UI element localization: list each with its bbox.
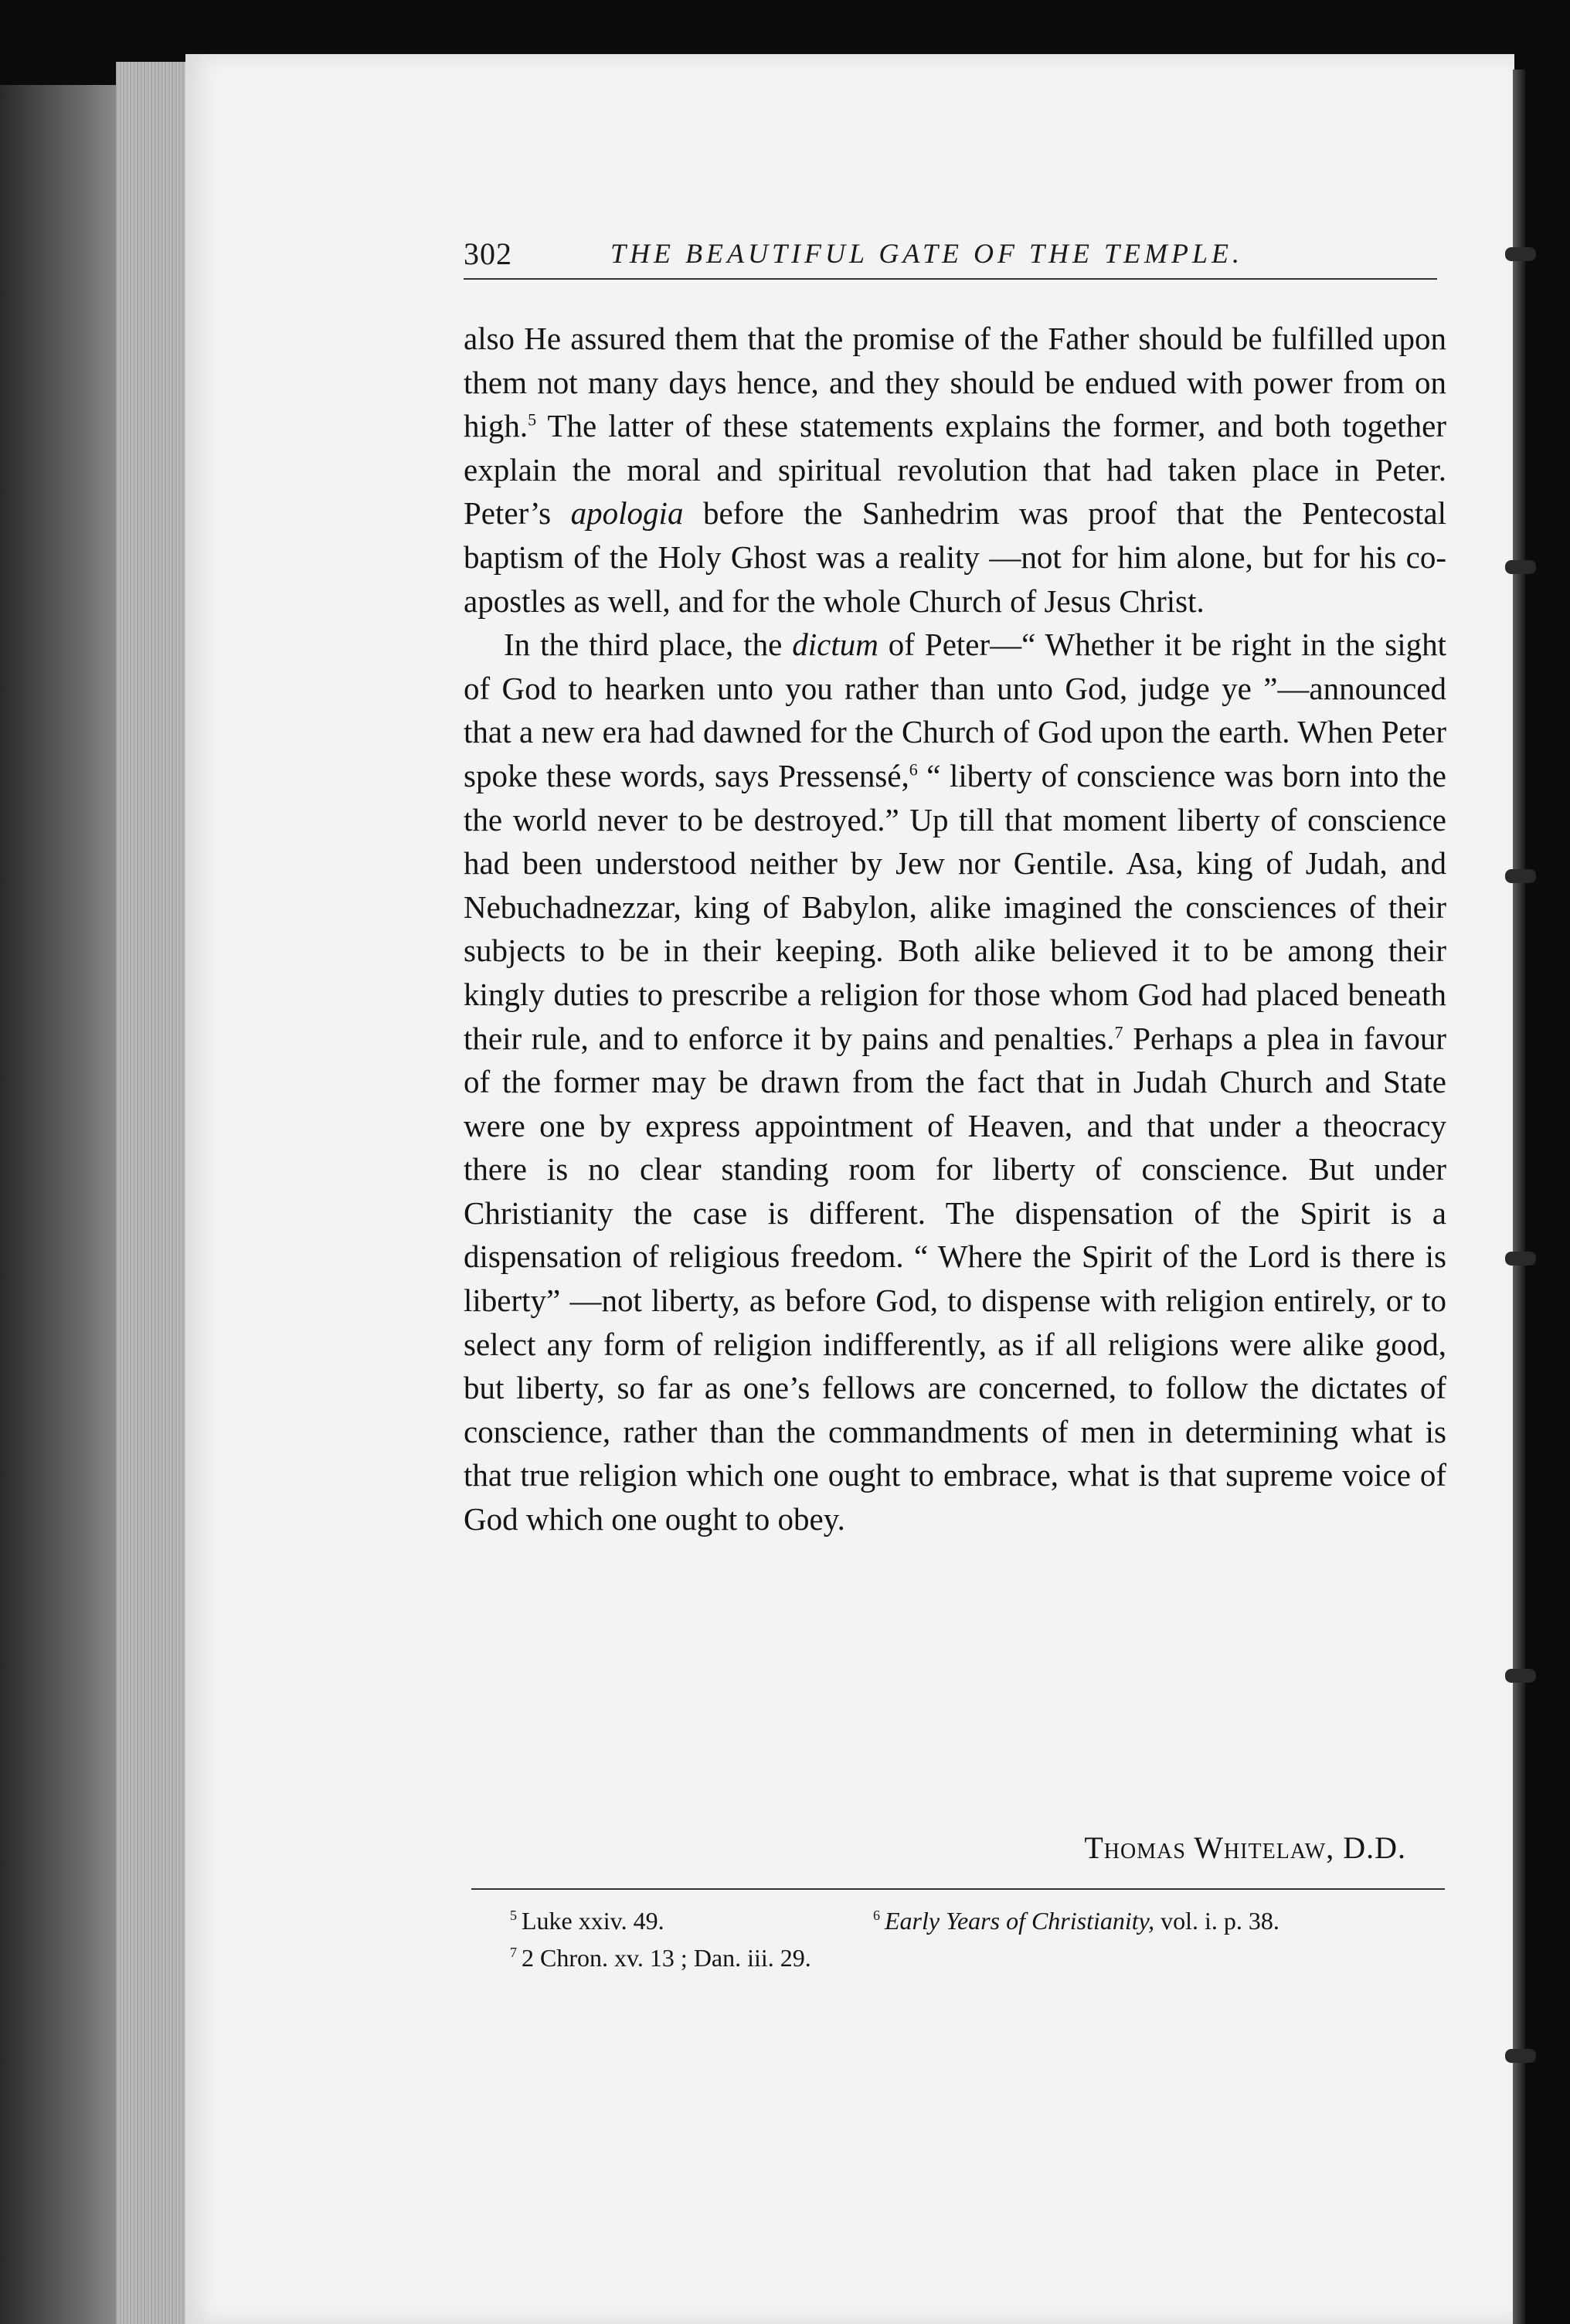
text-run: before the Sanhedrim was proof that the Pentecostal baptism of the Holy Ghost was a reality —not for him alone, but for his co-apostles as well, and for the whole Church of Jesus Christ. xyxy=(464,495,1446,619)
footnote-mark: 7 xyxy=(510,1945,517,1961)
page-stack-edges xyxy=(116,62,189,2324)
binder-ring xyxy=(1505,247,1536,261)
author-signature: Thomas Whitelaw, D.D. xyxy=(1084,1830,1406,1865)
footnote-mark: 6 xyxy=(873,1908,880,1924)
footnotes xyxy=(510,1902,1437,1976)
header-rule xyxy=(464,278,1437,280)
binder-ring xyxy=(1505,1669,1536,1683)
binder-ring xyxy=(1505,2049,1536,2063)
binder-ring xyxy=(1505,869,1536,883)
paragraph-2 xyxy=(464,623,1446,1541)
text-run: of Peter—“ Whether it be right in the sight of God to hearken unto you rather than unto God, judge ye ”—announced that a new era had dawned for the Church of God upon the earth. When Peter spoke these words, says Pressensé, xyxy=(464,627,1446,793)
footnote-ref-7: 7 xyxy=(1114,1021,1123,1041)
text-run: In the third place, the xyxy=(504,627,793,663)
italic-term-apologia: apologia xyxy=(570,495,684,532)
footnote-text: Luke xxiv. 49. xyxy=(522,1907,664,1935)
footnote-title: Early Years of Christianity, xyxy=(885,1907,1155,1935)
footnote-7 xyxy=(510,1939,811,1976)
text-run: “ liberty of conscience was born into the the world never to be destroyed.” Up till that moment liberty of conscience had been understood neither by Jew nor Gentile. Asa, king of Judah, and Nebuchadnezzar, king of Babylon, alike imagined the consciences of their subjects to be in their keeping. Both alike believed it to be among their kingly duties to prescribe a religion for those whom God had placed beneath their rule, and to enforce it by pains and penalties. xyxy=(464,757,1447,1056)
footnote-6 xyxy=(873,1902,1279,1939)
footnote-5 xyxy=(510,1902,664,1939)
body-text xyxy=(464,317,1446,1541)
page-number: 302 xyxy=(464,236,512,271)
italic-term-dictum: dictum xyxy=(792,627,878,663)
running-head-title: THE BEAUTIFUL GATE OF THE TEMPLE. xyxy=(610,238,1244,269)
footnote-ref-5: 5 xyxy=(528,409,537,430)
page-right-edge xyxy=(1513,70,1525,2324)
binder-ring xyxy=(1505,1252,1536,1266)
book-spine xyxy=(0,85,116,2324)
footnote-ref-6: 6 xyxy=(909,759,918,780)
footnote-text: 2 Chron. xv. 13 ; Dan. iii. 29. xyxy=(522,1944,811,1972)
paragraph-1 xyxy=(464,317,1446,623)
text-run: Perhaps a plea in favour of the former may be drawn from the fact that in Judah Church and State were one by express appointment of Heaven, and that under a theocracy there is no clear standing room for liberty of conscience. But under Christianity the case is different. The dispensation of the Spirit is a dispensation of religious freedom. “ Where the Spirit of the Lord is there is liberty” —not liberty, as before God, to dispense with religion entirely, or to select any form of religion indifferently, as if all religions were alike good, but liberty, so far as one’s fellows are concerned, to follow the dictates of conscience, rather than the commandments of men in determining what is that true religion which one ought to embrace, what is that supreme voice of God which one ought to obey. xyxy=(464,1020,1446,1537)
footnote-text: vol. i. p. 38. xyxy=(1154,1907,1279,1935)
running-head xyxy=(464,236,1437,282)
text-run: The latter of these statements explains the former, and both together explain the moral and spiritual revolution that had taken place in Peter. Peter’s xyxy=(464,408,1446,532)
footnote-mark: 5 xyxy=(510,1908,517,1924)
text-run: also He assured them that the promise of the Father should be fulfilled upon them not many days hence, and they should be endued with power from on high. xyxy=(464,321,1446,444)
footnote-rule xyxy=(471,1888,1445,1890)
binder-ring xyxy=(1505,560,1536,574)
